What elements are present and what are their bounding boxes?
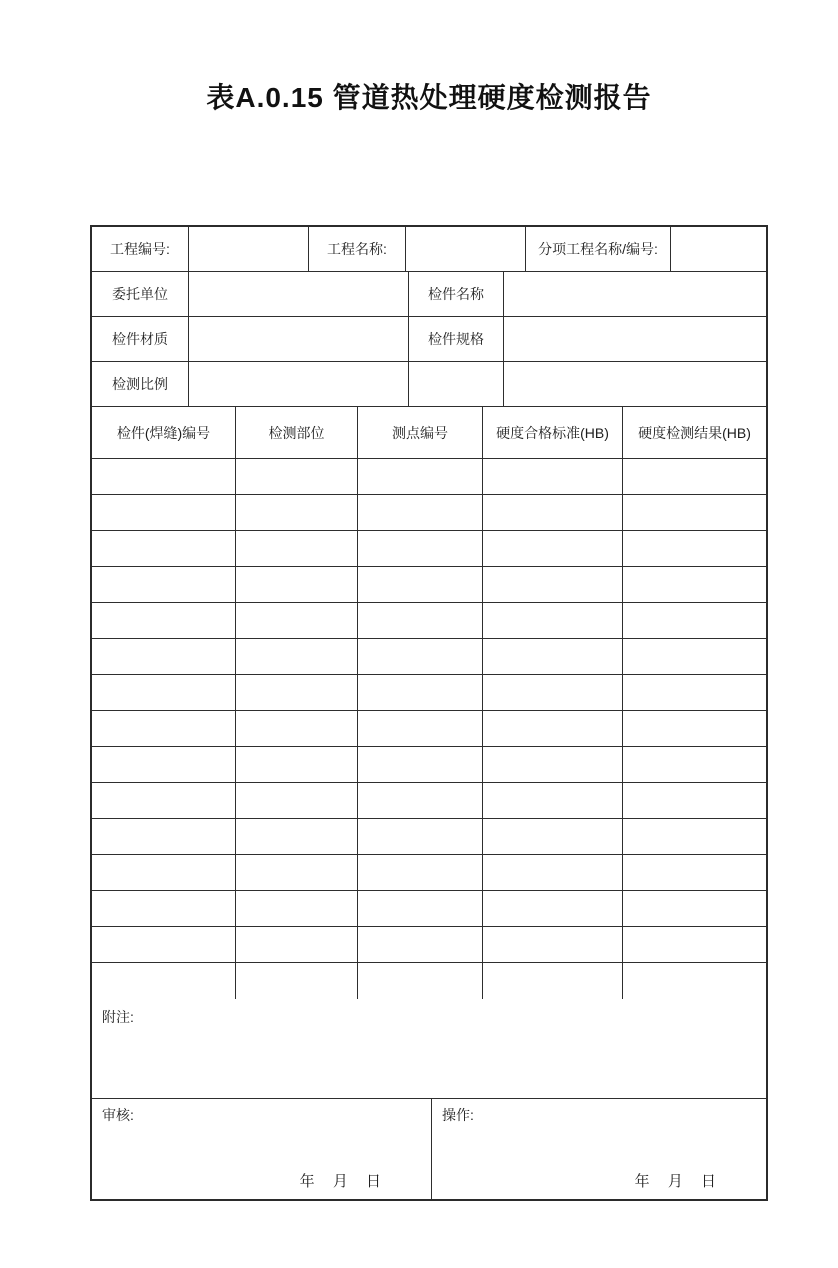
item-spec-label: 检件规格 bbox=[409, 317, 504, 361]
empty-cell bbox=[358, 963, 483, 999]
empty-cell bbox=[358, 639, 483, 674]
item-material-label: 检件材质 bbox=[92, 317, 189, 361]
table-row bbox=[92, 891, 766, 927]
empty-cell bbox=[236, 711, 358, 746]
main-table-body bbox=[92, 459, 766, 999]
empty-cell bbox=[623, 567, 766, 602]
inspection-ratio-value bbox=[189, 362, 409, 406]
item-material-row bbox=[92, 317, 766, 362]
empty-cell bbox=[236, 639, 358, 674]
project-name-label: 工程名称: bbox=[309, 227, 406, 271]
empty-cell bbox=[483, 459, 623, 494]
subproject-label: 分项工程名称/编号: bbox=[526, 227, 671, 271]
main-table-header bbox=[92, 407, 766, 459]
header-cell-result: 硬度检测结果(HB) bbox=[638, 424, 751, 441]
empty-cell bbox=[358, 783, 483, 818]
empty-cell bbox=[236, 927, 358, 962]
empty-cell bbox=[92, 675, 236, 710]
item-spec-value bbox=[504, 317, 766, 361]
empty-cell bbox=[483, 747, 623, 782]
empty-cell bbox=[623, 495, 766, 530]
empty-cell bbox=[623, 963, 766, 999]
empty-cell bbox=[92, 963, 236, 999]
empty-cell bbox=[92, 711, 236, 746]
empty-cell bbox=[623, 819, 766, 854]
table-row bbox=[92, 675, 766, 711]
table-row bbox=[92, 639, 766, 675]
project-no-value bbox=[189, 227, 309, 271]
table-row bbox=[92, 783, 766, 819]
empty-cell bbox=[92, 855, 236, 890]
blank-value-cell bbox=[504, 362, 766, 406]
table-row bbox=[92, 819, 766, 855]
empty-cell bbox=[92, 531, 236, 566]
empty-cell bbox=[483, 495, 623, 530]
header-cell-weld-no: 检件(焊缝)编号 bbox=[92, 407, 236, 458]
empty-cell bbox=[92, 603, 236, 638]
empty-cell bbox=[358, 819, 483, 854]
form-table bbox=[90, 225, 768, 1201]
empty-cell bbox=[358, 459, 483, 494]
empty-cell bbox=[483, 675, 623, 710]
empty-cell bbox=[92, 891, 236, 926]
empty-cell bbox=[236, 675, 358, 710]
subproject-value bbox=[671, 227, 766, 271]
empty-cell bbox=[483, 891, 623, 926]
table-row bbox=[92, 711, 766, 747]
empty-cell bbox=[236, 459, 358, 494]
header-cell-location: 检测部位 bbox=[236, 407, 358, 458]
empty-cell bbox=[623, 783, 766, 818]
empty-cell bbox=[358, 495, 483, 530]
page-title: 表A.0.15 管道热处理硬度检测报告 bbox=[206, 82, 652, 113]
notes-label: 附注: bbox=[102, 1009, 134, 1025]
client-unit-label: 委托单位 bbox=[92, 272, 189, 316]
empty-cell bbox=[623, 711, 766, 746]
empty-cell bbox=[358, 603, 483, 638]
empty-cell bbox=[92, 639, 236, 674]
empty-cell bbox=[236, 567, 358, 602]
reviewer-cell bbox=[92, 1099, 432, 1199]
empty-cell bbox=[92, 783, 236, 818]
table-row bbox=[92, 603, 766, 639]
empty-cell bbox=[358, 891, 483, 926]
table-row bbox=[92, 495, 766, 531]
empty-cell bbox=[92, 819, 236, 854]
item-material-value bbox=[189, 317, 409, 361]
empty-cell bbox=[358, 855, 483, 890]
operator-date: 年 月 日 bbox=[634, 1173, 716, 1190]
empty-cell bbox=[236, 603, 358, 638]
client-unit-row bbox=[92, 272, 766, 317]
empty-cell bbox=[483, 855, 623, 890]
notes-row bbox=[92, 999, 766, 1099]
header-cell-standard: 硬度合格标准(HB) bbox=[483, 407, 623, 458]
empty-cell bbox=[483, 567, 623, 602]
empty-cell bbox=[236, 963, 358, 999]
item-name-label: 检件名称 bbox=[409, 272, 504, 316]
empty-cell bbox=[623, 459, 766, 494]
reviewer-date: 年 月 日 bbox=[299, 1173, 381, 1190]
signature-row bbox=[92, 1099, 766, 1199]
table-row bbox=[92, 927, 766, 963]
client-unit-value bbox=[189, 272, 409, 316]
empty-cell bbox=[92, 927, 236, 962]
empty-cell bbox=[358, 531, 483, 566]
empty-cell bbox=[483, 819, 623, 854]
inspection-ratio-label: 检测比例 bbox=[92, 362, 189, 406]
header-cell-point-no: 测点编号 bbox=[358, 407, 483, 458]
table-row bbox=[92, 747, 766, 783]
project-name-value bbox=[406, 227, 526, 271]
empty-cell bbox=[236, 819, 358, 854]
table-row bbox=[92, 459, 766, 495]
empty-cell bbox=[236, 531, 358, 566]
blank-label-cell bbox=[409, 362, 504, 406]
empty-cell bbox=[92, 495, 236, 530]
empty-cell bbox=[483, 531, 623, 566]
empty-cell bbox=[92, 567, 236, 602]
table-row bbox=[92, 531, 766, 567]
item-name-value bbox=[504, 272, 766, 316]
empty-cell bbox=[623, 855, 766, 890]
project-info-row bbox=[92, 227, 766, 272]
table-row bbox=[92, 963, 766, 999]
empty-cell bbox=[236, 855, 358, 890]
project-no-label: 工程编号: bbox=[92, 227, 189, 271]
empty-cell bbox=[358, 675, 483, 710]
empty-cell bbox=[483, 783, 623, 818]
reviewer-label: 审核: bbox=[102, 1107, 134, 1123]
empty-cell bbox=[623, 927, 766, 962]
operator-cell bbox=[432, 1099, 766, 1199]
operator-label: 操作: bbox=[442, 1107, 474, 1123]
table-row bbox=[92, 855, 766, 891]
empty-cell bbox=[92, 459, 236, 494]
empty-cell bbox=[623, 891, 766, 926]
empty-cell bbox=[483, 963, 623, 999]
empty-cell bbox=[358, 747, 483, 782]
empty-cell bbox=[623, 603, 766, 638]
empty-cell bbox=[483, 603, 623, 638]
empty-cell bbox=[236, 495, 358, 530]
empty-cell bbox=[623, 675, 766, 710]
empty-cell bbox=[483, 927, 623, 962]
empty-cell bbox=[483, 711, 623, 746]
table-row bbox=[92, 567, 766, 603]
empty-cell bbox=[358, 567, 483, 602]
empty-cell bbox=[92, 747, 236, 782]
empty-cell bbox=[358, 711, 483, 746]
empty-cell bbox=[623, 639, 766, 674]
empty-cell bbox=[236, 891, 358, 926]
empty-cell bbox=[358, 927, 483, 962]
empty-cell bbox=[483, 639, 623, 674]
empty-cell bbox=[623, 747, 766, 782]
empty-cell bbox=[236, 783, 358, 818]
empty-cell bbox=[623, 531, 766, 566]
empty-cell bbox=[236, 747, 358, 782]
inspection-ratio-row bbox=[92, 362, 766, 407]
